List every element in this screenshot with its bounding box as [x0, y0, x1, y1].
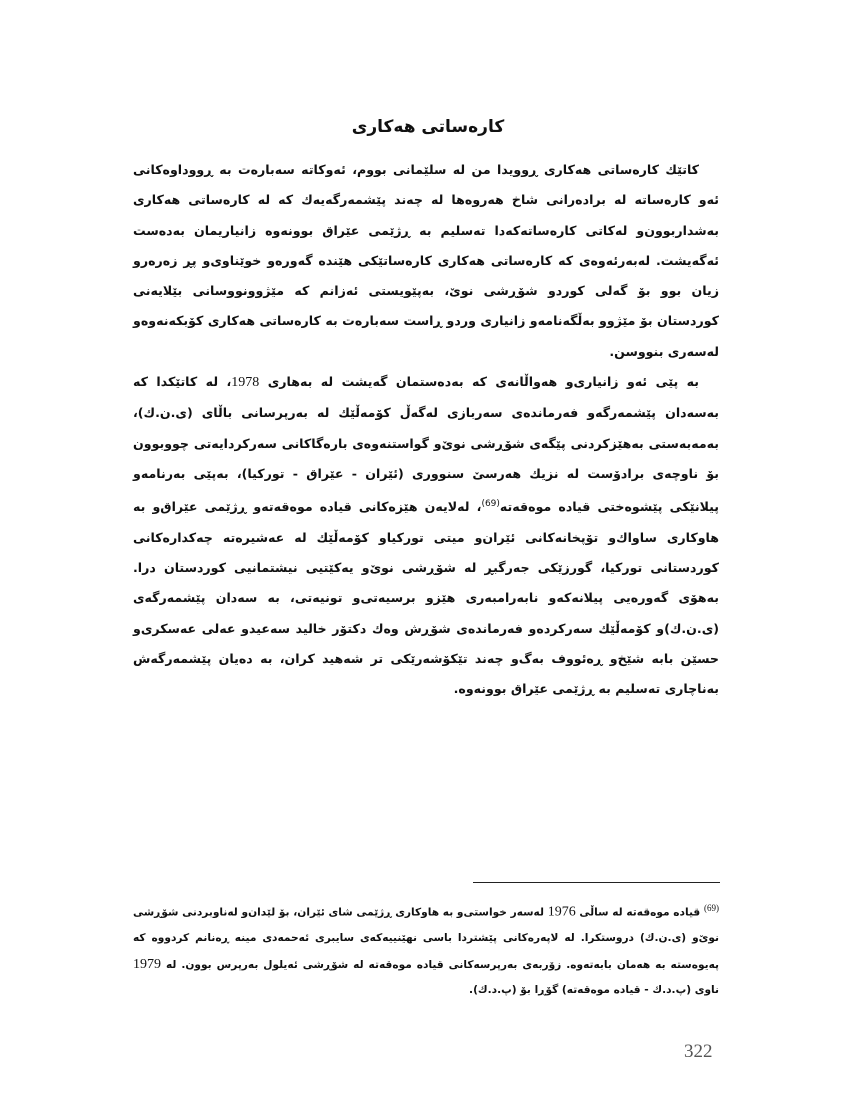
footnote-text	[133, 896, 719, 1004]
footnote-separator	[473, 882, 720, 883]
paragraph-2	[133, 367, 719, 704]
paragraph-2-start: بە پێی ئەو زانیاری‌و هەواڵانەی کە بەدەستمان گەیشت لە بەهاری	[267, 374, 699, 390]
paragraph-2-middle: ، لە کاتێکدا کە بەسەدان پێشمەرگەو فەرماندەی سەربازی لەگەڵ کۆمەڵێك لە بەرپرسانی باڵای (ی.ن.ك)، بەمەبەستی بەهێزکردنی پێگەی شۆڕشی نوێ‌و گواستنەوەی بارەگاکانی سەرکردایەتی چووبوون بۆ ناوچەی برادۆست لە نزیك هەرسێ سنووری (ئێران - عێراق - تورکیا)، بەپێی بەرنامەو پیلانێکی پێشوەختی قیادە موەقەتە	[133, 374, 719, 515]
footnote-number: (69)	[703, 903, 719, 913]
page-number: 322	[684, 1041, 713, 1062]
body-text	[133, 155, 719, 705]
paragraph-1: کاتێك کارەساتی هەکاری ڕوویدا من لە سلێمانی بووم، ئەوکاتە سەبارەت بە ڕووداوەکانی ئەو کارەساتە لە برادەرانی شاخ هەروەها لە چەند پێشمەرگەیەك کە لە کارەساتی هەکاری بەشداربوون‌و لەکاتی کارەساتەکەدا تەسلیم بە ڕژێمی عێراق بوونەوە زانیاریمان بەدەست ئەگەیشت. لەبەرئەوەی کە کارەساتی هەکاری کارەساتێکی هێندە گەورەو خوێناوی‌و پڕ زەرەرو زیان بوو بۆ گەلی کوردو شۆڕشی نوێ، بەپێویستی ئەزانم کە مێژوونووسانی بێلایەنی کوردستان بۆ مێژوو بەڵگەنامەو زانیاری وردو ڕاست سەبارەت بە کارەساتی هەکاری کۆبکەنەوەو لەسەری بنووسن.	[133, 162, 719, 359]
paragraph-2-end: ، لەلایەن هێزەکانی قیادە موەقەتەو ڕژێمی عێراق‌و بە هاوکاری ساواك‌و تۆپخانەکانی ئێران‌و میتی تورکیاو کۆمەڵێك لە عەشیرەتە چەکدارەکانی کوردستانی تورکیا، گورزێکی جەرگبڕ لە شۆڕشی نوێ‌و یەکێتیی نیشتمانیی کوردستان درا. بەهۆی گەورەیی پیلانەکەو نابەرامبەری هێزو برسیەتی‌و تونیەتی، بە سەدان پێشمەرگەی (ی.ن.ك)و کۆمەڵێك سەرکردەو فەرماندەی شۆڕش وەك دکتۆر خالید سەعیدو عەلی عەسکری‌و حسێن بابە شێخ‌و ڕەئووف بەگ‌و چەند تێکۆشەرێکی تر شەهید کران، بە دەیان پێشمەرگەش بەناچاری تەسلیم بە ڕژێمی عێراق بوونەوە.	[133, 499, 719, 697]
page-title: کارەساتی هەکاری	[351, 117, 505, 137]
footnote-year-1976: 1976	[547, 904, 576, 920]
year-1978: 1978	[231, 375, 260, 391]
footnote-part-c: ناوی (پ.د.ك - قیادە موەقەتە) گۆڕا بۆ (پ.د.ك).	[469, 984, 719, 997]
footnote	[133, 896, 719, 1004]
footnote-reference[interactable]: (69)	[481, 499, 500, 510]
footnote-part-b: لەسەر خواستی‌و بە هاوکاری ڕژێمی شای ئێران، بۆ لێدان‌و لەناوبردنی شۆڕشی نوێ‌و (ی.ن.ك) دروستکرا. لە لاپەرەکانی پێشتردا باسی نهێنییەکەی سایبری ئەحمەدی مینە ڕەنانم کردووە کە پەیوەستە بە هەمان بابەتەوە. زۆربەی بەرپرسەکانی قیادە موەقەتە لە شۆڕشی ئەیلول بەرپرس بوون. لە	[133, 906, 719, 971]
footnote-part-a: قیادە موەقەتە لە ساڵی	[579, 906, 701, 919]
footnote-year-1979: 1979	[133, 956, 161, 972]
